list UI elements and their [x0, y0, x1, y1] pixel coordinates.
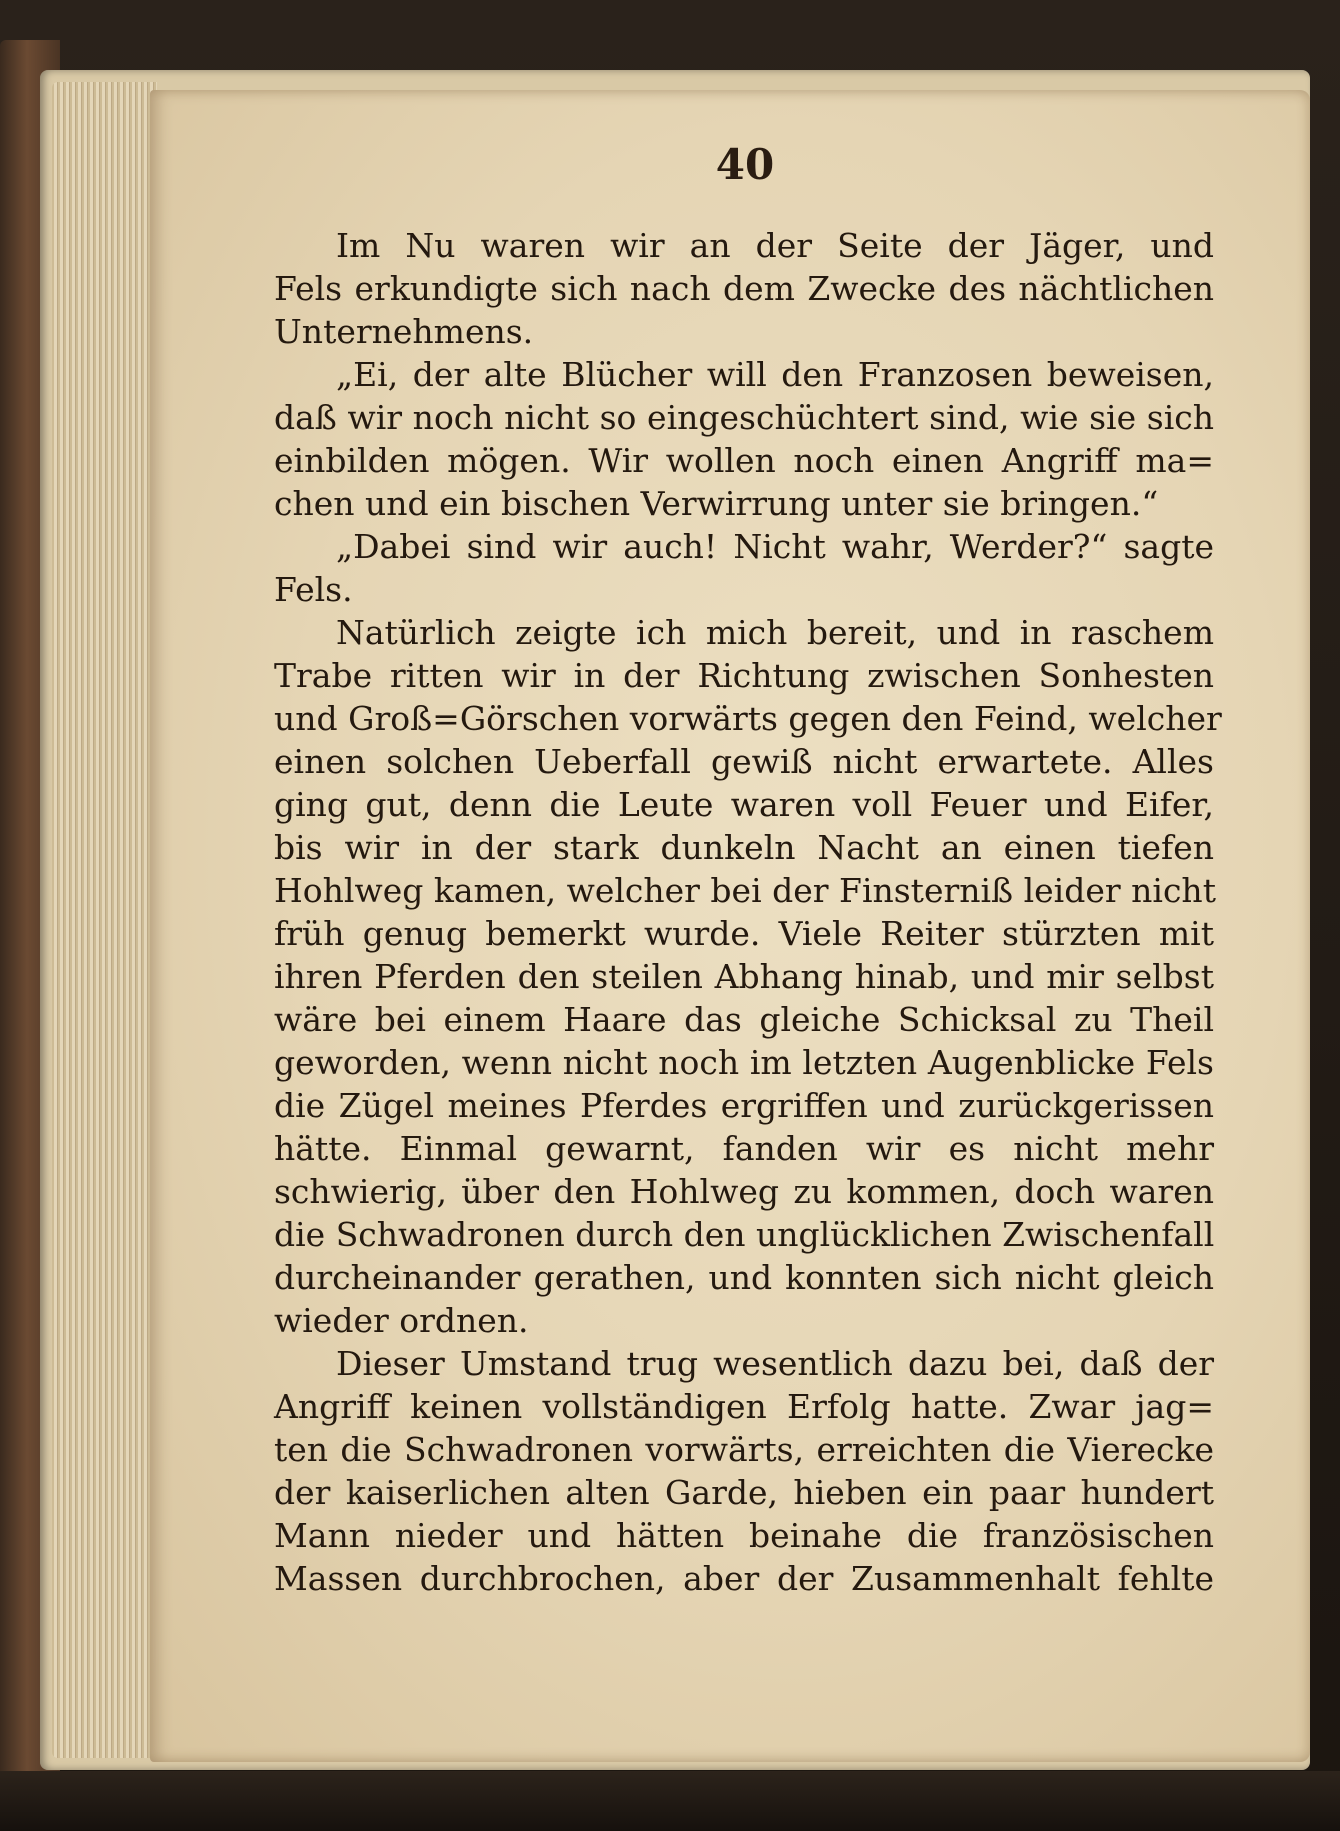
paragraph [274, 525, 1214, 611]
text-line: Unternehmens. [274, 312, 534, 351]
text-line: chen und ein bischen Verwirrung unter sie bringen.“ [274, 484, 1159, 523]
text-line: Angriff keinen vollständigen Erfolg hatte. Zwar jag= [274, 1387, 1214, 1426]
paragraph [274, 353, 1214, 525]
text-line: Fels erkundigte sich nach dem Zwecke des nächtlichen [274, 269, 1214, 308]
text-line: wäre bei einem Haare das gleiche Schicksal zu Theil [274, 1000, 1214, 1039]
text-line: ging gut, denn die Leute waren voll Feuer und Eifer, [274, 785, 1214, 824]
text-line: Im Nu waren wir an der Seite der Jäger, und [336, 226, 1214, 265]
page-edges [52, 82, 157, 1758]
text-line: bis wir in der stark dunkeln Nacht an einen tiefen [274, 828, 1214, 867]
text-line: wieder ordnen. [274, 1301, 529, 1340]
text-line: geworden, wenn nicht noch im letzten Augenblicke Fels [274, 1043, 1214, 1082]
paragraph [274, 611, 1222, 1342]
text-line: hätte. Einmal gewarnt, fanden wir es nicht mehr [274, 1129, 1214, 1168]
text-line: „Ei, der alte Blücher will den Franzosen beweisen, [336, 355, 1214, 394]
paragraph [274, 224, 1214, 353]
text-line: einen solchen Ueberfall gewiß nicht erwartete. Alles [274, 742, 1214, 781]
text-line: ten die Schwadronen vorwärts, erreichten die Vierecke [274, 1430, 1214, 1469]
text-line: ihren Pferden den steilen Abhang hinab, und mir selbst [274, 957, 1214, 996]
text-line: durcheinander gerathen, und konnten sich nicht gleich [274, 1258, 1214, 1297]
text-line: früh genug bemerkt wurde. Viele Reiter stürzten mit [274, 914, 1214, 953]
text-line: daß wir noch nicht so eingeschüchtert sind, wie sie sich [274, 398, 1214, 437]
text-line: Trabe ritten wir in der Richtung zwischen Sonhesten [274, 656, 1214, 695]
text-line: die Schwadronen durch den unglücklichen Zwischenfall [274, 1215, 1215, 1254]
text-line: Hohlweg kamen, welcher bei der Finsterniß leider nicht [274, 871, 1216, 910]
text-line: schwierig, über den Hohlweg zu kommen, doch waren [274, 1172, 1214, 1211]
text-line: „Dabei sind wir auch! Nicht wahr, Werder?“ sagte [336, 527, 1214, 566]
text-line: Dieser Umstand trug wesentlich dazu bei, daß der [336, 1344, 1214, 1383]
body-text [274, 224, 1222, 1600]
paragraph [274, 1342, 1214, 1600]
text-line: die Zügel meines Pferdes ergriffen und zurückgerissen [274, 1086, 1214, 1125]
book-cover-bottom-edge [0, 1771, 1340, 1831]
text-line: Mann nieder und hätten beinahe die französischen [274, 1516, 1214, 1555]
text-line: einbilden mögen. Wir wollen noch einen Angriff ma= [274, 441, 1214, 480]
text-line: Massen durchbrochen, aber der Zusammenhalt fehlte [274, 1559, 1214, 1598]
text-line: Natürlich zeigte ich mich bereit, und in raschem [336, 613, 1214, 652]
text-line: und Groß=Görschen vorwärts gegen den Feind, welcher [274, 699, 1222, 738]
text-line: der kaiserlichen alten Garde, hieben ein paar hundert [274, 1473, 1214, 1512]
text-line: Fels. [274, 570, 353, 609]
page-number: 40 [715, 140, 775, 189]
